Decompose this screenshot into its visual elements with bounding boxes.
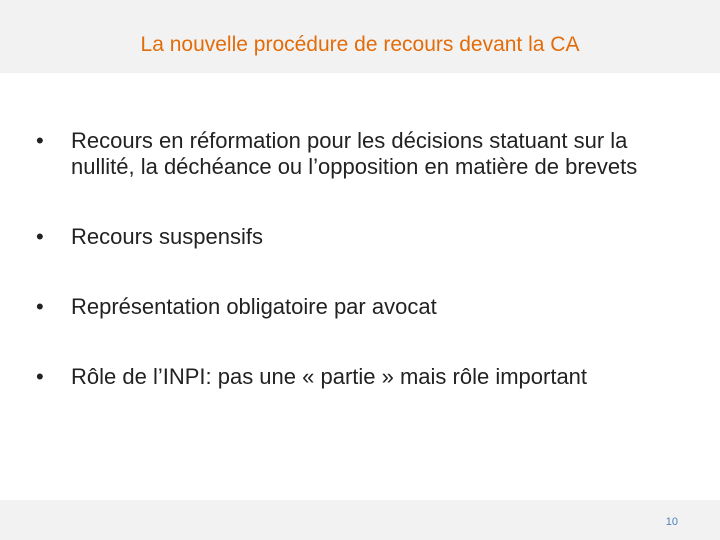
bullet-text: Représentation obligatoire par avocat <box>71 294 437 319</box>
bullet-item <box>36 128 676 180</box>
bullet-item <box>36 364 676 390</box>
footer-band <box>0 500 720 540</box>
bullet-item <box>36 224 676 250</box>
slide-title: La nouvelle procédure de recours devant la CA <box>140 33 580 56</box>
bullet-text: Recours suspensifs <box>71 224 263 249</box>
bullet-icon: • <box>36 224 44 249</box>
bullet-text: Rôle de l’INPI: pas une « partie » mais rôle important <box>71 364 588 389</box>
bullet-icon: • <box>36 294 44 319</box>
bullet-text: Recours en réformation pour les décisions statuant sur la nullité, la déchéance ou l’opposition en matière de brevets <box>71 128 638 179</box>
bullet-icon: • <box>36 128 44 153</box>
bullet-icon: • <box>36 364 44 389</box>
bullet-item <box>36 294 676 320</box>
bullet-list <box>36 128 676 390</box>
slide-number: 10 <box>665 516 678 528</box>
